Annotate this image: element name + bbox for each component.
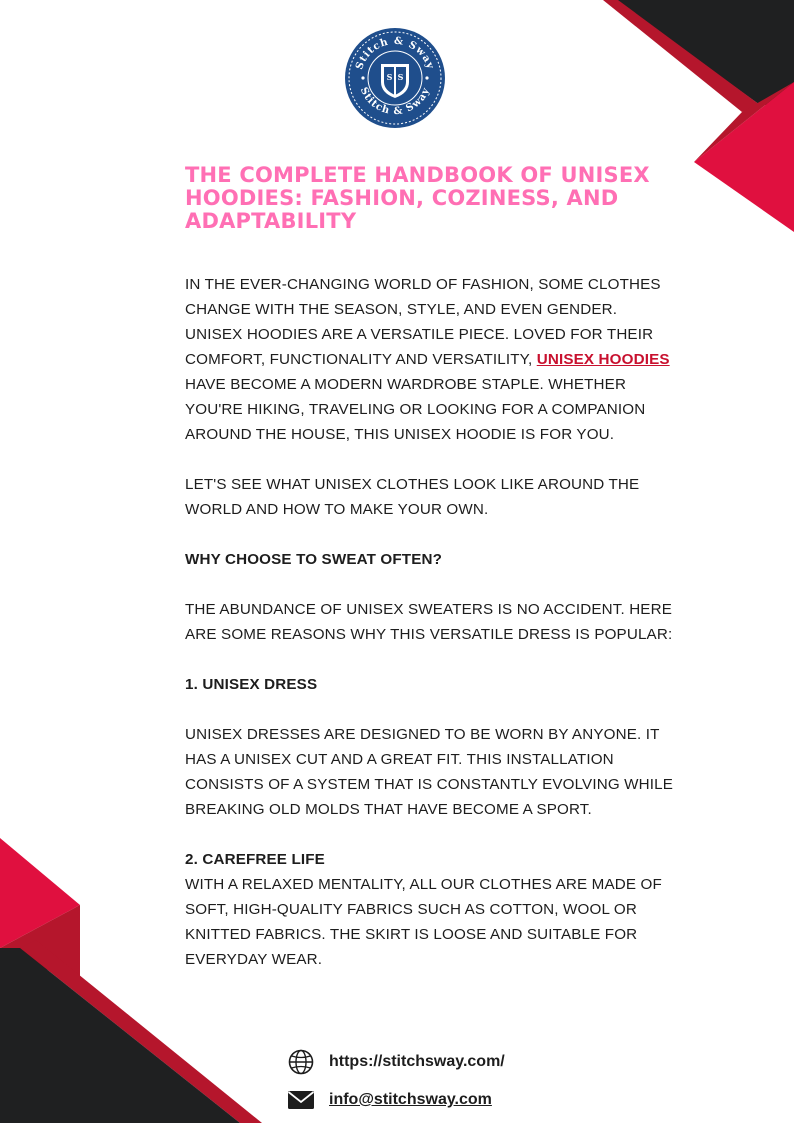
contact-website[interactable] [287, 1048, 505, 1076]
document-title: THE COMPLETE HANDBOOK OF UNISEX HOODIES: FASHION, COZINESS, AND ADAPTABILITY [185, 163, 650, 233]
bottom-left-dark-shape [0, 948, 240, 1123]
heading-unisex-dress: 1. UNISEX DRESS [185, 676, 318, 693]
top-right-dark-shape [615, 0, 794, 105]
logo-emblem-left: S [386, 72, 393, 82]
intro-paragraph [185, 272, 675, 447]
brand-logo [344, 27, 446, 129]
globe-icon [287, 1048, 315, 1076]
envelope-icon [287, 1086, 315, 1114]
contact-email[interactable] [287, 1086, 492, 1114]
logo-text-bottom: Stitch & Sway [357, 85, 433, 118]
intro-text-after: HAVE BECOME A MODERN WARDROBE STAPLE. WHETHER YOU'RE HIKING, TRAVELING OR LOOKING FOR A COMPANION AROUND THE HOUSE, THIS UNISEX HOODIE IS FOR YOU. [185, 376, 646, 443]
paragraph-abundance: THE ABUNDANCE OF UNISEX SWEATERS IS NO ACCIDENT. HERE ARE SOME REASONS WHY THIS VERSATILE DRESS IS POPULAR: [185, 601, 673, 643]
paragraph-world: LET'S SEE WHAT UNISEX CLOTHES LOOK LIKE AROUND THE WORLD AND HOW TO MAKE YOUR OWN. [185, 476, 640, 518]
email-link[interactable]: info@stitchsway.com [329, 1091, 492, 1108]
heading-why-choose: WHY CHOOSE TO SWEAT OFTEN? [185, 551, 443, 568]
logo-text-top: Stitch & Sway [354, 35, 436, 72]
website-link[interactable]: https://stitchsway.com/ [329, 1053, 505, 1070]
paragraph-carefree-life: WITH A RELAXED MENTALITY, ALL OUR CLOTHES ARE MADE OF SOFT, HIGH-QUALITY FABRICS SUCH AS COTTON, WOOL OR KNITTED FABRICS. THE SKIRT IS LOOSE AND SUITABLE FOR EVERYDAY WEAR. [185, 876, 662, 968]
paragraph-unisex-dress: UNISEX DRESSES ARE DESIGNED TO BE WORN BY ANYONE. IT HAS A UNISEX CUT AND A GREAT FIT. THIS INSTALLATION CONSISTS OF A SYSTEM THAT IS CONSTANTLY EVOLVING WHILE BREAKING OLD MOLDS THAT HAVE BECOME A SPORT. [185, 726, 674, 818]
logo-emblem-right: S [397, 72, 404, 82]
heading-carefree-life: 2. CAREFREE LIFE [185, 851, 325, 868]
unisex-hoodies-link[interactable]: UNISEX HOODIES [536, 351, 670, 368]
article-body [185, 272, 675, 972]
intro-text-before: IN THE EVER-CHANGING WORLD OF FASHION, SOME CLOTHES CHANGE WITH THE SEASON, STYLE, AND EVEN GENDER. UNISEX HOODIES ARE A VERSATILE PIECE. LOVED FOR THEIR COMFORT, FUNCTIONALITY AND VERSATILITY, [185, 276, 661, 368]
